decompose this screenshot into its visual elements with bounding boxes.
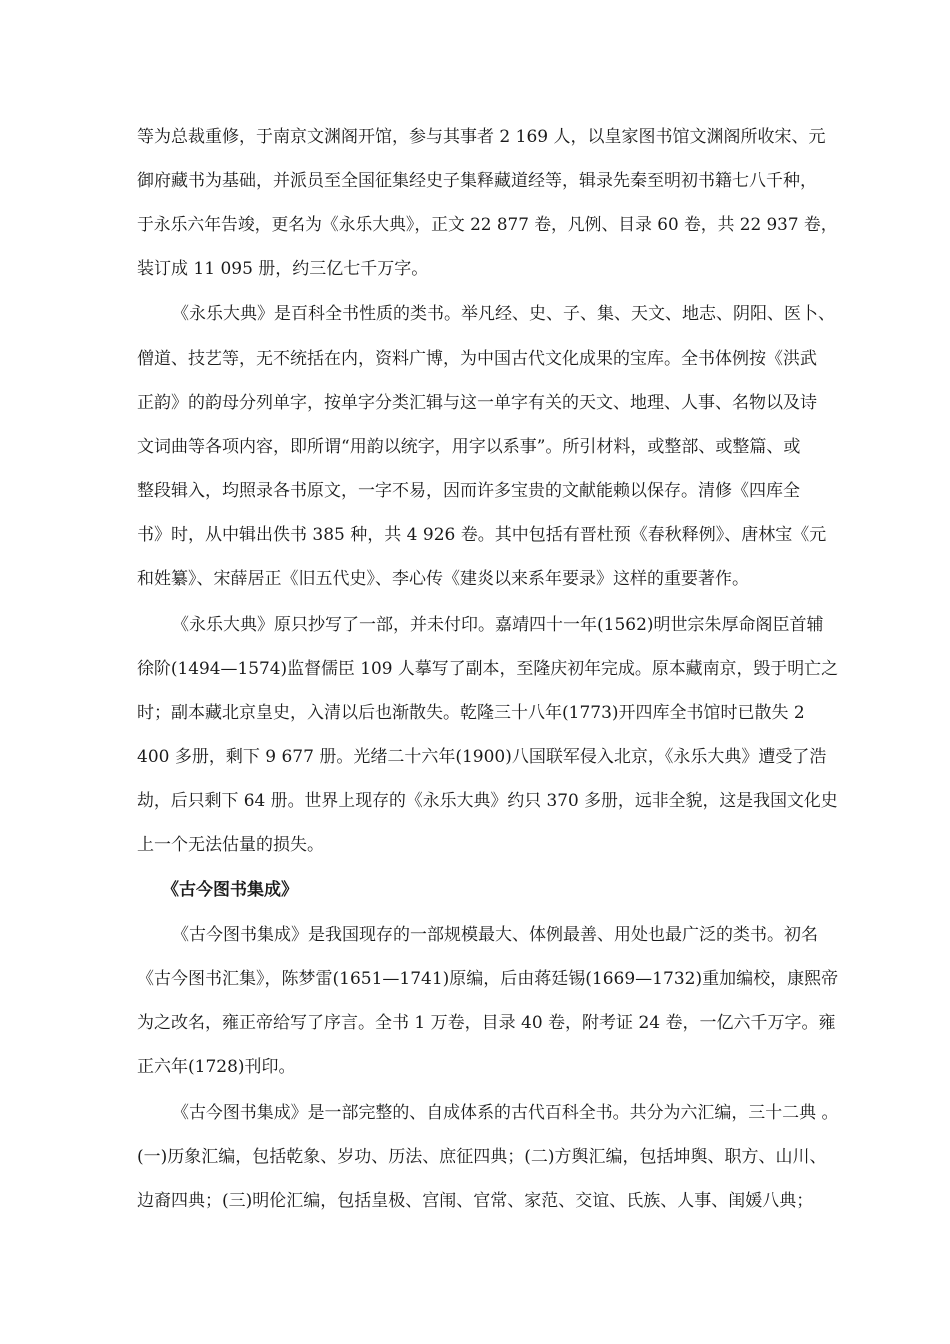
paragraph-5-line-1: 《古今图书集成》是我国现存的一部规模最大、体例最善、用处也最广泛的类书。初名 — [172, 925, 818, 945]
paragraph-1-line-4: 装订成 11 095 册，约三亿七千万字。 — [137, 259, 429, 279]
paragraph-5-line-4: 正六年(1728)刊印。 — [137, 1057, 296, 1077]
paragraph-3-line-6: 上一个无法估量的损失。 — [137, 835, 324, 855]
paragraph-3-line-2: 徐阶(1494—1574)监督儒臣 109 人摹写了副本，至隆庆初年完成。原本藏南京，毁于明亡之 — [137, 659, 839, 679]
paragraph-2-line-3: 正韵》的韵母分列单字，按单字分类汇辑与这一单字有关的天文、地理、人事、名物以及诗 — [137, 393, 817, 413]
paragraph-1-line-2: 御府藏书为基础，并派员至全国征集经史子集释藏道经等，辑录先秦至明初书籍七八千种， — [137, 171, 817, 191]
section-heading: 《古今图书集成》 — [162, 880, 298, 900]
paragraph-1-line-3: 于永乐六年告竣，更名为《永乐大典》，正文 22 877 卷，凡例、目录 60 卷，共 22 937 卷， — [137, 215, 838, 235]
paragraph-6-line-1: 《古今图书集成》是一部完整的、自成体系的古代百科全书。共分为六汇编，三十二典 。 — [172, 1103, 839, 1123]
paragraph-3-line-3: 时；副本藏北京皇史，入清以后也渐散失。乾隆三十八年(1773)开四库全书馆时已散失 2 — [137, 703, 805, 723]
paragraph-5-line-2: 《古今图书汇集》，陈梦雷(1651—1741)原编，后由蒋廷锡(1669—1732)重加编校，康熙帝 — [137, 969, 839, 989]
paragraph-2-line-4: 文词曲等各项内容，即所谓“用韵以统字，用字以系事”。所引材料，或整部、或整篇、或 — [137, 437, 801, 457]
paragraph-2-line-2: 僧道、技艺等，无不统括在内，资料广博，为中国古代文化成果的宝库。全书体例按《洪武 — [137, 349, 817, 369]
paragraph-5-line-3: 为之改名，雍正帝给写了序言。全书 1 万卷，目录 40 卷，附考证 24 卷，一亿六千万字。雍 — [137, 1013, 836, 1033]
paragraph-1-line-1: 等为总裁重修，于南京文渊阁开馆，参与其事者 2 169 人，以皇家图书馆文渊阁所收宋、元 — [137, 127, 826, 147]
paragraph-2-line-5: 整段辑入，均照录各书原文，一字不易，因而许多宝贵的文献能赖以保存。清修《四库全 — [137, 481, 800, 501]
paragraph-3-line-1: 《永乐大典》原只抄写了一部，并未付印。嘉靖四十一年(1562)明世宗朱厚命阁臣首辅 — [172, 615, 824, 635]
paragraph-2-line-6: 书》时，从中辑出佚书 385 种，共 4 926 卷。其中包括有晋杜预《春秋释例》、唐林宝《元 — [137, 525, 827, 545]
paragraph-2-line-1: 《永乐大典》是百科全书性质的类书。举凡经、史、子、集、天文、地志、阴阳、医卜、 — [172, 304, 835, 324]
paragraph-6-line-3: 边裔四典；(三)明伦汇编，包括皇极、宫闱、官常、家范、交谊、氏族、人事、闺媛八典； — [137, 1191, 814, 1211]
paragraph-3-line-4: 400 多册，剩下 9 677 册。光绪二十六年(1900)八国联军侵入北京，《永乐大典》遭受了浩 — [137, 747, 827, 767]
paragraph-6-line-2: (一)历象汇编，包括乾象、岁功、历法、庶征四典；(二)方舆汇编，包括坤舆、职方、山川、 — [137, 1147, 827, 1167]
paragraph-2-line-7: 和姓纂》、宋薛居正《旧五代史》、李心传《建炎以来系年要录》这样的重要著作。 — [137, 569, 749, 589]
paragraph-3-line-5: 劫，后只剩下 64 册。世界上现存的《永乐大典》约只 370 多册，远非全貌，这是我国文化史 — [137, 791, 838, 811]
